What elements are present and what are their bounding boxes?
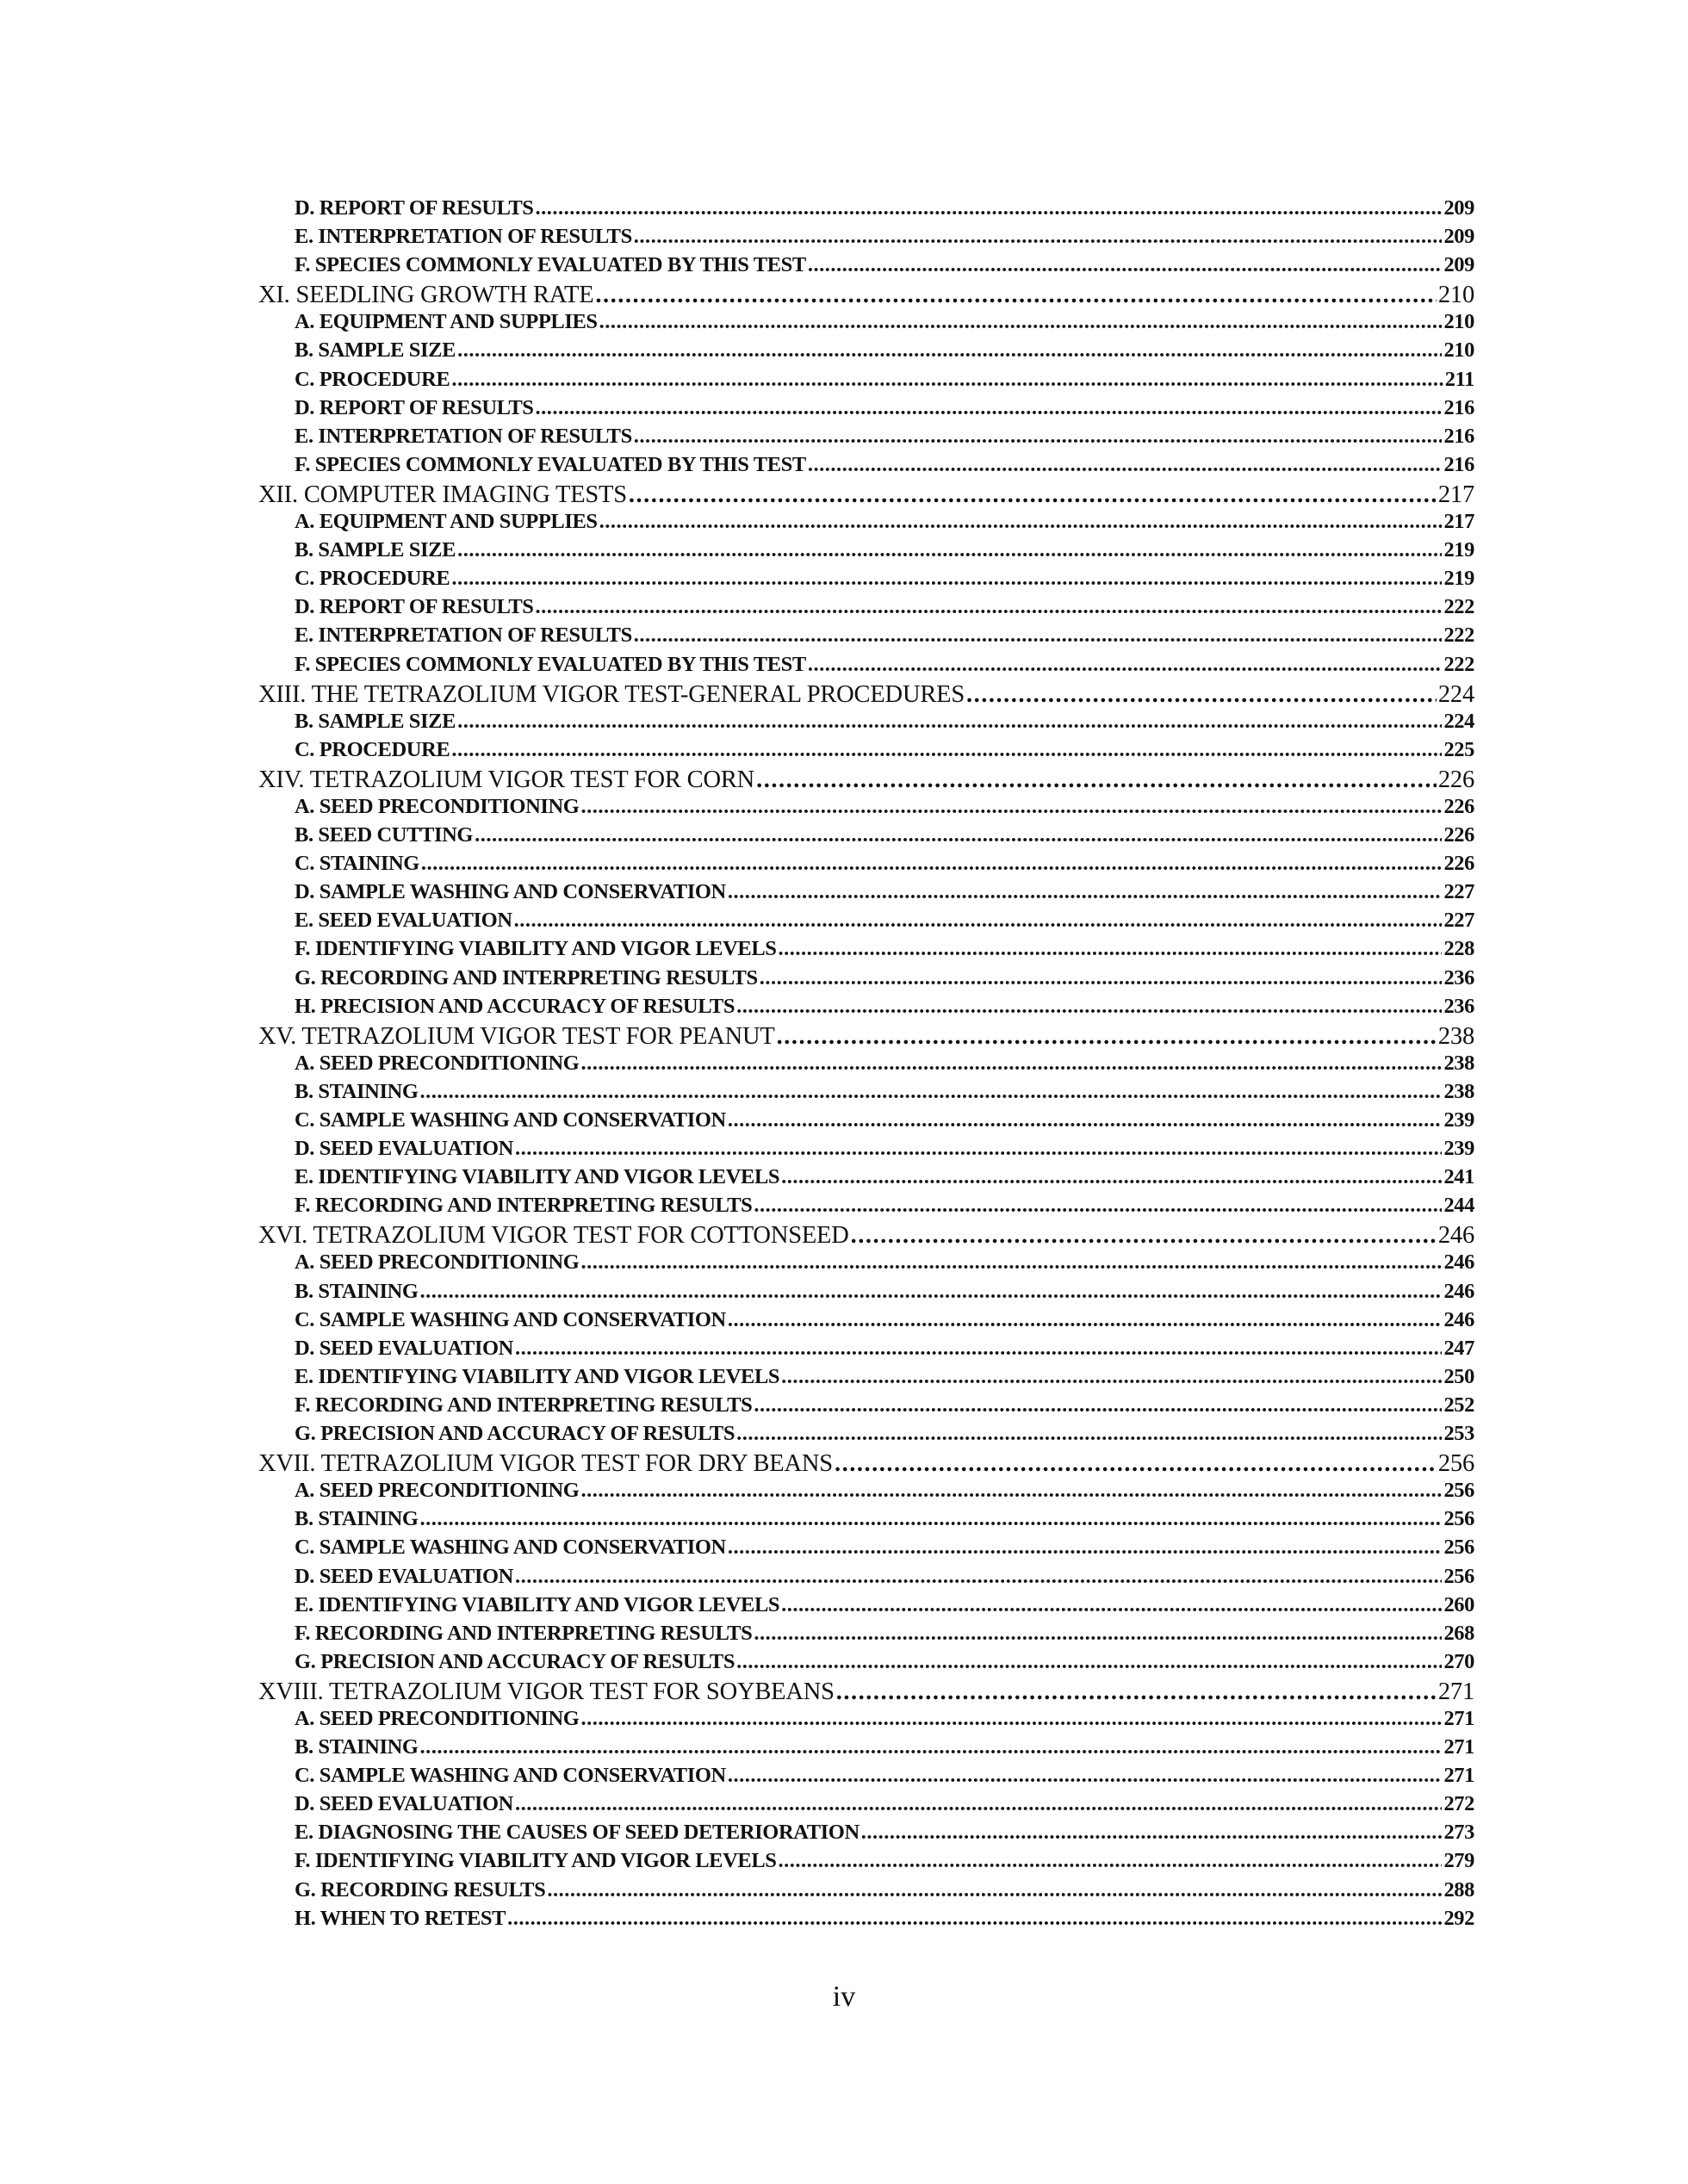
toc-section-entry[interactable] (258, 1222, 1474, 1250)
toc-dot-leader (808, 253, 1443, 277)
toc-entry-title: H. PRECISION AND ACCURACY OF RESULTS (295, 994, 735, 1018)
toc-entry-title: B. STAINING (295, 1079, 419, 1103)
toc-dot-leader (515, 1792, 1442, 1816)
toc-dot-leader (580, 1707, 1442, 1731)
toc-entry-page: 256 (1443, 1564, 1474, 1588)
toc-subsection-entry[interactable] (258, 1650, 1474, 1678)
toc-entry-title: A. EQUIPMENT AND SUPPLIES (295, 310, 598, 334)
toc-entry-page: 238 (1443, 1051, 1474, 1075)
toc-entry-title: XVIII. TETRAZOLIUM VIGOR TEST FOR SOYBEANS (258, 1678, 835, 1705)
toc-subsection-entry[interactable] (258, 1536, 1474, 1564)
toc-entry-title: D. SAMPLE WASHING AND CONSERVATION (295, 880, 726, 904)
toc-entry-title: B. STAINING (295, 1279, 419, 1303)
toc-entry-page: 271 (1437, 1678, 1474, 1705)
toc-subsection-entry[interactable] (258, 1849, 1474, 1877)
toc-dot-leader (728, 880, 1443, 904)
toc-subsection-entry[interactable] (258, 795, 1474, 823)
toc-dot-leader (580, 795, 1442, 819)
toc-subsection-entry[interactable] (258, 425, 1474, 453)
toc-entry-page: 260 (1443, 1592, 1474, 1616)
toc-entry-page: 222 (1443, 595, 1474, 619)
toc-entry-page: 217 (1437, 481, 1474, 508)
toc-entry-title: XIV. TETRAZOLIUM VIGOR TEST FOR CORN (258, 766, 755, 793)
toc-entry-page: 252 (1443, 1393, 1474, 1417)
toc-dot-leader (760, 966, 1443, 990)
toc-entry-page: 247 (1443, 1336, 1474, 1360)
toc-subsection-entry[interactable] (258, 1365, 1474, 1393)
toc-dot-leader (475, 823, 1442, 847)
toc-entry-title: F. RECORDING AND INTERPRETING RESULTS (295, 1194, 753, 1218)
toc-entry-page: 210 (1437, 282, 1474, 309)
toc-dot-leader (536, 396, 1443, 420)
toc-subsection-entry[interactable] (258, 1422, 1474, 1450)
toc-dot-leader (421, 852, 1443, 876)
toc-entry-page: 210 (1443, 310, 1474, 334)
toc-dot-leader (779, 937, 1443, 961)
toc-entry-title: F. RECORDING AND INTERPRETING RESULTS (295, 1621, 753, 1645)
toc-entry-page: 271 (1443, 1706, 1474, 1730)
toc-dot-leader (966, 681, 1437, 709)
toc-dot-leader (457, 710, 1442, 734)
toc-entry-title: B. SAMPLE SIZE (295, 338, 456, 363)
toc-subsection-entry[interactable] (258, 1280, 1474, 1308)
toc-entry-page: 226 (1443, 823, 1474, 847)
toc-entry-page: 246 (1443, 1250, 1474, 1275)
toc-entry-page: 219 (1443, 538, 1474, 562)
toc-entry-page: 224 (1437, 680, 1474, 708)
toc-entry-title: G. PRECISION AND ACCURACY OF RESULTS (295, 1649, 735, 1673)
toc-entry-title: C. STAINING (295, 852, 419, 876)
toc-dot-leader (781, 1593, 1442, 1617)
toc-entry-page: 238 (1443, 1079, 1474, 1103)
toc-subsection-entry[interactable] (258, 1479, 1474, 1507)
toc-dot-leader (451, 567, 1442, 591)
toc-subsection-entry[interactable] (258, 368, 1474, 396)
toc-subsection-entry[interactable] (258, 1165, 1474, 1194)
toc-entry-page: 272 (1443, 1792, 1474, 1816)
toc-subsection-entry[interactable] (258, 880, 1474, 909)
toc-entry-title: E. INTERPRETATION OF RESULTS (295, 225, 632, 249)
toc-entry-page: 256 (1443, 1536, 1474, 1560)
toc-entry-page: 211 (1444, 367, 1474, 391)
toc-entry-page: 216 (1443, 395, 1474, 419)
toc-dot-leader (451, 738, 1442, 762)
toc-entry-title: B. SEED CUTTING (295, 823, 474, 847)
toc-subsection-entry[interactable] (258, 225, 1474, 253)
toc-subsection-entry[interactable] (258, 1878, 1474, 1907)
toc-subsection-entry[interactable] (258, 1821, 1474, 1849)
toc-entry-title: A. SEED PRECONDITIONING (295, 794, 580, 818)
toc-entry-page: 236 (1443, 965, 1474, 990)
toc-entry-page: 236 (1443, 994, 1474, 1018)
toc-entry-page: 271 (1443, 1735, 1474, 1759)
toc-dot-leader (779, 1849, 1443, 1873)
toc-entry-page: 209 (1443, 225, 1474, 249)
toc-entry-title: G. RECORDING RESULTS (295, 1877, 546, 1902)
toc-subsection-entry[interactable] (258, 196, 1474, 225)
toc-subsection-entry[interactable] (258, 253, 1474, 282)
toc-dot-leader (507, 1907, 1442, 1931)
toc-entry-page: 246 (1443, 1279, 1474, 1303)
toc-dot-leader (515, 1137, 1442, 1161)
toc-subsection-entry[interactable] (258, 1593, 1474, 1622)
toc-entry-title: A. SEED PRECONDITIONING (295, 1051, 580, 1075)
toc-subsection-entry[interactable] (258, 937, 1474, 965)
toc-entry-title: D. SEED EVALUATION (295, 1336, 513, 1360)
toc-entry-page: 228 (1443, 937, 1474, 961)
toc-subsection-entry[interactable] (258, 1393, 1474, 1422)
toc-subsection-entry[interactable] (258, 1080, 1474, 1108)
toc-subsection-entry[interactable] (258, 1337, 1474, 1365)
toc-dot-leader (835, 1450, 1437, 1478)
toc-subsection-entry[interactable] (258, 1707, 1474, 1735)
toc-subsection-entry[interactable] (258, 653, 1474, 681)
toc-section-entry[interactable] (258, 481, 1474, 510)
toc-entry-page: 271 (1443, 1764, 1474, 1788)
toc-entry-title: XV. TETRAZOLIUM VIGOR TEST FOR PEANUT (258, 1022, 775, 1050)
toc-dot-leader (754, 1622, 1442, 1646)
toc-entry-title: A. EQUIPMENT AND SUPPLIES (295, 510, 598, 534)
toc-entry-page: 226 (1443, 852, 1474, 876)
toc-dot-leader (777, 1023, 1437, 1051)
toc-entry-title: E. SEED EVALUATION (295, 909, 512, 933)
toc-entry-page: 227 (1443, 909, 1474, 933)
toc-subsection-entry[interactable] (258, 909, 1474, 937)
toc-dot-leader (629, 481, 1437, 509)
toc-dot-leader (595, 282, 1436, 309)
toc-entry-title: B. STAINING (295, 1507, 419, 1531)
toc-entry-title: D. REPORT OF RESULTS (295, 595, 534, 619)
toc-subsection-entry[interactable] (258, 538, 1474, 567)
toc-entry-page: 250 (1443, 1364, 1474, 1388)
toc-entry-title: D. REPORT OF RESULTS (295, 196, 534, 220)
toc-entry-title: B. SAMPLE SIZE (295, 538, 456, 562)
toc-entry-title: F. SPECIES COMMONLY EVALUATED BY THIS TEST (295, 652, 806, 676)
toc-entry-page: 209 (1443, 196, 1474, 220)
toc-dot-leader (457, 338, 1442, 363)
toc-subsection-entry[interactable] (258, 1108, 1474, 1137)
toc-entry-page: 239 (1443, 1137, 1474, 1161)
toc-dot-leader (851, 1222, 1437, 1250)
toc-entry-title: A. SEED PRECONDITIONING (295, 1479, 580, 1503)
toc-entry-page: 239 (1443, 1108, 1474, 1132)
toc-entry-title: E. IDENTIFYING VIABILITY AND VIGOR LEVELS (295, 1165, 780, 1189)
toc-dot-leader (728, 1536, 1443, 1560)
toc-entry-title: D. SEED EVALUATION (295, 1137, 513, 1161)
toc-entry-page: 244 (1443, 1194, 1474, 1218)
toc-dot-leader (728, 1108, 1443, 1132)
toc-entry-page: 292 (1443, 1906, 1474, 1930)
toc-dot-leader (736, 1650, 1442, 1674)
toc-entry-title: D. REPORT OF RESULTS (295, 395, 534, 419)
toc-subsection-entry[interactable] (258, 510, 1474, 538)
toc-dot-leader (861, 1821, 1443, 1845)
toc-subsection-entry[interactable] (258, 1308, 1474, 1337)
toc-subsection-entry[interactable] (258, 624, 1474, 652)
toc-entry-page: 222 (1443, 624, 1474, 648)
toc-dot-leader (451, 368, 1443, 392)
toc-entry-title: G. PRECISION AND ACCURACY OF RESULTS (295, 1422, 735, 1446)
toc-dot-leader (754, 1194, 1442, 1218)
toc-subsection-entry[interactable] (258, 1194, 1474, 1222)
toc-subsection-entry[interactable] (258, 1507, 1474, 1536)
toc-dot-leader (420, 1280, 1443, 1304)
toc-subsection-entry[interactable] (258, 1137, 1474, 1165)
toc-entry-page: 216 (1443, 424, 1474, 448)
toc-entry-page: 219 (1443, 567, 1474, 591)
toc-entry-title: F. SPECIES COMMONLY EVALUATED BY THIS TEST (295, 452, 806, 476)
toc-dot-leader (808, 453, 1443, 477)
toc-entry-title: XVI. TETRAZOLIUM VIGOR TEST FOR COTTONSEED (258, 1222, 849, 1250)
toc-dot-leader (736, 995, 1442, 1019)
toc-entry-page: 268 (1443, 1621, 1474, 1645)
toc-entry-page: 238 (1437, 1022, 1474, 1050)
toc-section-entry[interactable] (258, 282, 1474, 310)
toc-dot-leader (754, 1393, 1442, 1418)
toc-entry-title: B. SAMPLE SIZE (295, 709, 456, 733)
toc-entry-title: C. PROCEDURE (295, 737, 450, 761)
toc-dot-leader (515, 1337, 1442, 1361)
toc-dot-leader (728, 1764, 1443, 1788)
toc-entry-title: D. SEED EVALUATION (295, 1792, 513, 1816)
toc-section-entry[interactable] (258, 1678, 1474, 1707)
toc-subsection-entry[interactable] (258, 338, 1474, 367)
toc-entry-page: 225 (1443, 737, 1474, 761)
toc-entry-title: C. PROCEDURE (295, 367, 450, 391)
table-of-contents (258, 196, 1474, 1935)
toc-subsection-entry[interactable] (258, 1052, 1474, 1080)
toc-entry-page: 217 (1443, 510, 1474, 534)
toc-subsection-entry[interactable] (258, 1735, 1474, 1764)
toc-subsection-entry[interactable] (258, 1907, 1474, 1935)
toc-entry-page: 273 (1443, 1821, 1474, 1845)
toc-dot-leader (634, 225, 1443, 249)
toc-dot-leader (536, 595, 1443, 619)
toc-dot-leader (515, 1565, 1442, 1589)
toc-entry-page: 241 (1443, 1165, 1474, 1189)
toc-entry-title: C. PROCEDURE (295, 567, 450, 591)
toc-dot-leader (580, 1479, 1442, 1503)
toc-entry-page: 216 (1443, 452, 1474, 476)
toc-entry-title: E. IDENTIFYING VIABILITY AND VIGOR LEVELS (295, 1364, 780, 1388)
toc-subsection-entry[interactable] (258, 1622, 1474, 1650)
toc-section-entry[interactable] (258, 766, 1474, 795)
toc-entry-title: D. SEED EVALUATION (295, 1564, 513, 1588)
toc-entry-page: 222 (1443, 652, 1474, 676)
toc-dot-leader (536, 196, 1443, 220)
toc-entry-page: 224 (1443, 709, 1474, 733)
toc-subsection-entry[interactable] (258, 1792, 1474, 1821)
toc-dot-leader (420, 1080, 1443, 1104)
toc-dot-leader (547, 1878, 1442, 1902)
toc-entry-page: 246 (1437, 1222, 1474, 1250)
toc-dot-leader (599, 310, 1443, 334)
toc-entry-page: 253 (1443, 1422, 1474, 1446)
toc-entry-page: 226 (1437, 766, 1474, 793)
toc-dot-leader (781, 1165, 1442, 1189)
toc-entry-page: 256 (1443, 1479, 1474, 1503)
toc-entry-title: E. INTERPRETATION OF RESULTS (295, 624, 632, 648)
toc-entry-title: XI. SEEDLING GROWTH RATE (258, 282, 594, 309)
toc-dot-leader (599, 510, 1443, 534)
toc-entry-title: B. STAINING (295, 1735, 419, 1759)
toc-section-entry[interactable] (258, 1450, 1474, 1479)
toc-subsection-entry[interactable] (258, 738, 1474, 766)
toc-dot-leader (756, 766, 1437, 794)
toc-entry-title: E. IDENTIFYING VIABILITY AND VIGOR LEVELS (295, 1592, 780, 1616)
toc-subsection-entry[interactable] (258, 595, 1474, 624)
toc-subsection-entry[interactable] (258, 1764, 1474, 1792)
toc-entry-title: C. SAMPLE WASHING AND CONSERVATION (295, 1764, 726, 1788)
toc-subsection-entry[interactable] (258, 995, 1474, 1023)
toc-entry-page: 288 (1443, 1877, 1474, 1902)
toc-dot-leader (634, 425, 1443, 449)
toc-dot-leader (728, 1308, 1443, 1332)
toc-subsection-entry[interactable] (258, 852, 1474, 880)
toc-entry-title: A. SEED PRECONDITIONING (295, 1706, 580, 1730)
toc-entry-title: C. SAMPLE WASHING AND CONSERVATION (295, 1307, 726, 1331)
toc-subsection-entry[interactable] (258, 310, 1474, 338)
toc-entry-page: 226 (1443, 794, 1474, 818)
toc-dot-leader (457, 538, 1442, 562)
toc-entry-page: 209 (1443, 253, 1474, 277)
toc-entry-title: A. SEED PRECONDITIONING (295, 1250, 580, 1275)
toc-dot-leader (836, 1678, 1437, 1706)
toc-dot-leader (420, 1507, 1443, 1531)
toc-dot-leader (736, 1422, 1442, 1446)
toc-entry-page: 256 (1443, 1507, 1474, 1531)
toc-entry-page: 279 (1443, 1849, 1474, 1873)
page-number: iv (832, 1981, 856, 2013)
toc-subsection-entry[interactable] (258, 1565, 1474, 1593)
toc-entry-page: 227 (1443, 880, 1474, 904)
toc-subsection-entry[interactable] (258, 966, 1474, 995)
toc-entry-title: E. DIAGNOSING THE CAUSES OF SEED DETERIORATION (295, 1821, 860, 1845)
toc-dot-leader (781, 1365, 1442, 1389)
toc-entry-title: C. SAMPLE WASHING AND CONSERVATION (295, 1108, 726, 1132)
toc-dot-leader (580, 1250, 1442, 1275)
toc-entry-page: 246 (1443, 1307, 1474, 1331)
toc-subsection-entry[interactable] (258, 1250, 1474, 1279)
toc-dot-leader (580, 1052, 1442, 1076)
toc-entry-title: C. SAMPLE WASHING AND CONSERVATION (295, 1536, 726, 1560)
toc-entry-title: XIII. THE TETRAZOLIUM VIGOR TEST-GENERAL PROCEDURES (258, 680, 965, 708)
toc-entry-title: F. IDENTIFYING VIABILITY AND VIGOR LEVELS (295, 1849, 777, 1873)
toc-entry-title: H. WHEN TO RETEST (295, 1906, 506, 1930)
toc-entry-page: 270 (1443, 1649, 1474, 1673)
toc-dot-leader (514, 909, 1443, 933)
toc-section-entry[interactable] (258, 681, 1474, 710)
toc-entry-title: F. RECORDING AND INTERPRETING RESULTS (295, 1393, 753, 1417)
toc-entry-title: G. RECORDING AND INTERPRETING RESULTS (295, 965, 758, 990)
toc-subsection-entry[interactable] (258, 567, 1474, 595)
toc-entry-title: XVII. TETRAZOLIUM VIGOR TEST FOR DRY BEANS (258, 1450, 833, 1478)
toc-entry-title: F. SPECIES COMMONLY EVALUATED BY THIS TEST (295, 253, 806, 277)
toc-subsection-entry[interactable] (258, 396, 1474, 425)
toc-entry-title: F. IDENTIFYING VIABILITY AND VIGOR LEVELS (295, 937, 777, 961)
toc-dot-leader (808, 653, 1443, 677)
toc-subsection-entry[interactable] (258, 453, 1474, 481)
toc-entry-title: XII. COMPUTER IMAGING TESTS (258, 481, 627, 508)
toc-entry-page: 256 (1437, 1450, 1474, 1478)
toc-section-entry[interactable] (258, 1023, 1474, 1052)
toc-subsection-entry[interactable] (258, 710, 1474, 738)
toc-dot-leader (634, 624, 1443, 648)
toc-entry-title: E. INTERPRETATION OF RESULTS (295, 424, 632, 448)
toc-subsection-entry[interactable] (258, 823, 1474, 852)
toc-entry-page: 210 (1443, 338, 1474, 363)
toc-dot-leader (420, 1735, 1443, 1759)
